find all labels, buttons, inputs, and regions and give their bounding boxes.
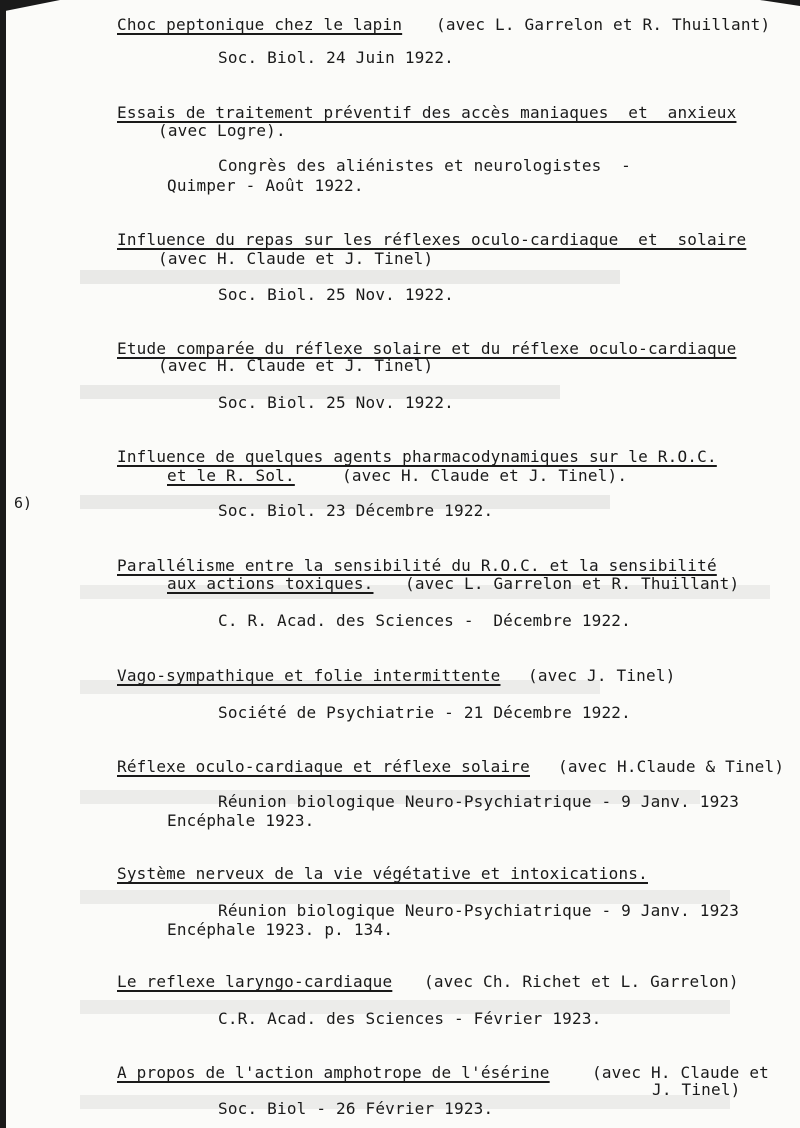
entry-source: Soc. Biol. 25 Nov. 1922.	[218, 285, 454, 304]
entry-authors-continued: J. Tinel)	[652, 1080, 741, 1099]
entry-source-continued: Quimper - Août 1922.	[167, 176, 364, 195]
scan-top-corner	[0, 0, 800, 12]
entry-title: Réflexe oculo-cardiaque et réflexe solaire	[117, 757, 530, 776]
entry-title: Essais de traitement préventif des accès maniaques et anxieux	[117, 103, 737, 122]
entry-title: Système nerveux de la vie végétative et intoxications.	[117, 864, 648, 883]
entry-source: Soc. Biol. 25 Nov. 1922.	[218, 393, 454, 412]
entry-source: Réunion biologique Neuro-Psychiatrique - 9 Janv. 1923	[218, 901, 740, 920]
entry-source: C.R. Acad. des Sciences - Février 1923.	[218, 1009, 602, 1028]
entry-title-continued: aux actions toxiques.	[167, 574, 374, 593]
entry-authors: (avec H. Claude et J. Tinel)	[158, 249, 434, 268]
entry-authors: (avec H. Claude et J. Tinel).	[342, 466, 628, 485]
scan-edge-shadow	[0, 0, 6, 1128]
entry-authors: (avec H. Claude et	[592, 1063, 769, 1082]
entry-source: Soc. Biol. 24 Juin 1922.	[218, 48, 454, 67]
entry-authors: (avec H.Claude & Tinel)	[558, 757, 785, 776]
entry-source-continued: Encéphale 1923.	[167, 811, 315, 830]
entry-authors: (avec Ch. Richet et L. Garrelon)	[424, 972, 739, 991]
entry-title: Le reflexe laryngo-cardiaque	[117, 972, 393, 991]
entry-title: Etude comparée du réflexe solaire et du réflexe oculo-cardiaque	[117, 339, 737, 358]
entry-source: Réunion biologique Neuro-Psychiatrique - 9 Janv. 1923	[218, 792, 740, 811]
entry-title: A propos de l'action amphotrope de l'ésérine	[117, 1063, 550, 1082]
entry-title: Parallélisme entre la sensibilité du R.O.C. et la sensibilité	[117, 556, 717, 575]
entry-source: Soc. Biol - 26 Février 1923.	[218, 1099, 494, 1118]
entry-title: Choc peptonique chez le lapin	[117, 15, 403, 34]
entry-authors: (avec H. Claude et J. Tinel)	[158, 356, 434, 375]
entry-title: Vago-sympathique et folie intermittente	[117, 666, 501, 685]
entry-source: Congrès des aliénistes et neurologistes -	[218, 156, 631, 175]
entry-source: Société de Psychiatrie - 21 Décembre 1922.	[218, 703, 631, 722]
margin-number: 6)	[14, 494, 33, 512]
entry-title-continued: et le R. Sol.	[167, 466, 295, 485]
entry-title: Influence du repas sur les réflexes oculo-cardiaque et solaire	[117, 230, 747, 249]
entry-source: Soc. Biol. 23 Décembre 1922.	[218, 501, 494, 520]
entry-title: Influence de quelques agents pharmacodynamiques sur le R.O.C.	[117, 447, 717, 466]
entry-source-continued: Encéphale 1923. p. 134.	[167, 920, 394, 939]
entry-authors: (avec Logre).	[158, 121, 286, 140]
entry-authors: (avec L. Garrelon et R. Thuillant)	[436, 15, 771, 34]
entry-authors: (avec J. Tinel)	[528, 666, 676, 685]
entry-authors: (avec L. Garrelon et R. Thuillant)	[405, 574, 740, 593]
entry-source: C. R. Acad. des Sciences - Décembre 1922.	[218, 611, 631, 630]
